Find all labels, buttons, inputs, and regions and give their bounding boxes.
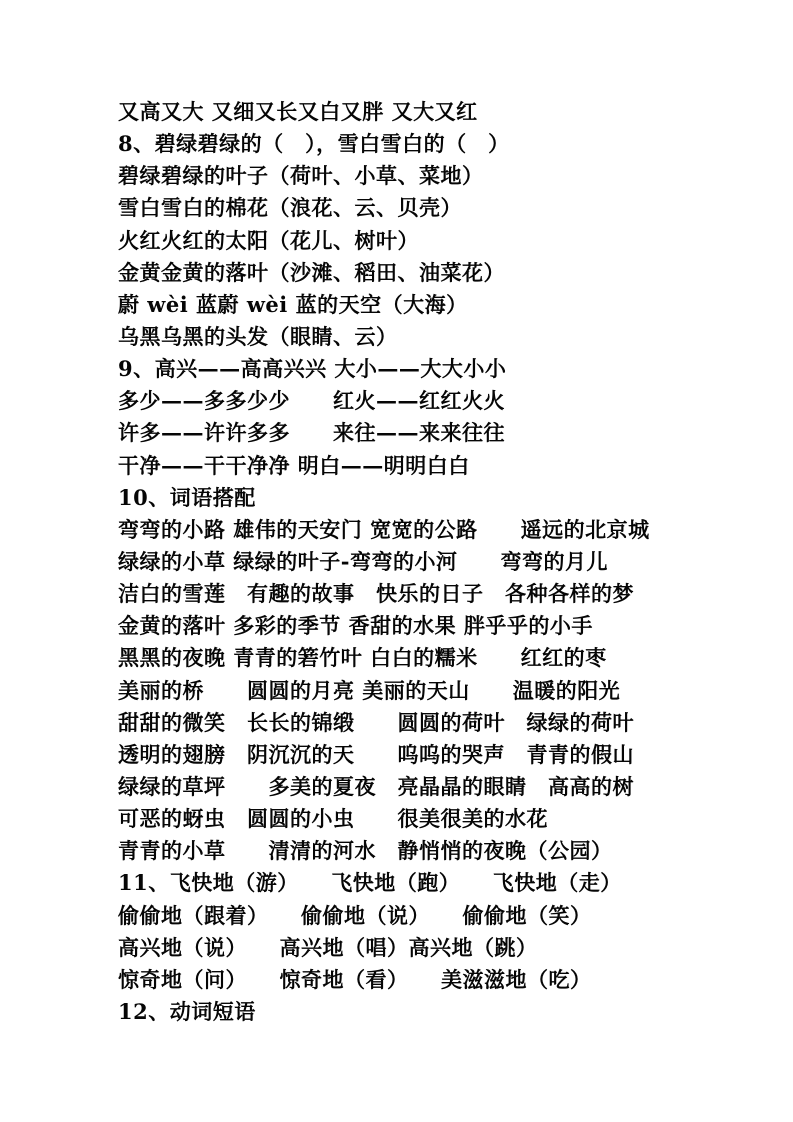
text-line: 青青的小草 清清的河水 静悄悄的夜晚（公园） xyxy=(118,838,613,864)
text-line: 多少——多多少少 红火——红红火火 xyxy=(118,388,505,414)
text-line: 绿绿的草坪 多美的夏夜 亮晶晶的眼睛 高高的树 xyxy=(118,773,634,799)
text-line: 偷偷地（跟着） 偷偷地（说） 偷偷地（笑） xyxy=(118,902,592,928)
text-line: 黑黑的夜晚 青青的箬竹叶 白白的糯米 红红的枣 xyxy=(118,645,607,671)
text-line: 可恶的蚜虫 圆圆的小虫 很美很美的水花 xyxy=(118,806,548,832)
text-line: 金黄金黄的落叶（沙滩、稻田、油菜花） xyxy=(118,259,505,285)
text-line-item-11-heading: 11、飞快地（游） 飞快地（跑） 飞快地（走） xyxy=(118,870,622,896)
text-line-item-9-heading: 9、高兴——高高兴兴 大小——大大小小 xyxy=(118,356,507,382)
text-line: 许多——许许多多 来往——来来往往 xyxy=(118,420,505,446)
text-line: 碧绿碧绿的叶子（荷叶、小草、菜地） xyxy=(118,163,484,189)
text-line: 金黄的落叶 多彩的季节 香甜的水果 胖乎乎的小手 xyxy=(118,613,593,639)
text-line: 洁白的雪莲 有趣的故事 快乐的日子 各种各样的梦 xyxy=(118,581,634,607)
text-line: 甜甜的微笑 长长的锦缎 圆圆的荷叶 绿绿的荷叶 xyxy=(118,709,634,735)
text-line-item-8-heading: 8、碧绿碧绿的（ ），雪白雪白的（ ） xyxy=(118,131,510,157)
text-line: 绿绿的小草 绿绿的叶子-弯弯的小河 弯弯的月儿 xyxy=(118,548,609,574)
text-line-duplicated-adjectives: 又高又大 又细又长又白又胖 又大又红 xyxy=(118,99,478,124)
text-line: 干净——干干净净 明白——明明白白 xyxy=(118,452,470,478)
text-line: 乌黑乌黑的头发（眼睛、云） xyxy=(118,323,398,349)
text-line-item-10-heading: 10、词语搭配 xyxy=(118,484,256,510)
text-line: 惊奇地（问） 惊奇地（看） 美滋滋地（吃） xyxy=(118,966,592,992)
text-line: 火红火红的太阳（花儿、树叶） xyxy=(118,227,419,253)
document-body xyxy=(118,96,718,1028)
text-line: 透明的翅膀 阴沉沉的天 呜呜的哭声 青青的假山 xyxy=(118,741,634,767)
text-line-item-12-heading: 12、动词短语 xyxy=(118,998,256,1024)
text-line-pinyin: 蔚 wèi 蓝蔚 wèi 蓝的天空（大海） xyxy=(118,291,468,317)
text-line: 雪白雪白的棉花（浪花、云、贝壳） xyxy=(118,195,462,221)
text-line: 弯弯的小路 雄伟的天安门 宽宽的公路 遥远的北京城 xyxy=(118,516,650,542)
text-line: 高兴地（说） 高兴地（唱）高兴地（跳） xyxy=(118,934,538,960)
text-line: 美丽的桥 圆圆的月亮 美丽的天山 温暖的阳光 xyxy=(118,677,621,703)
